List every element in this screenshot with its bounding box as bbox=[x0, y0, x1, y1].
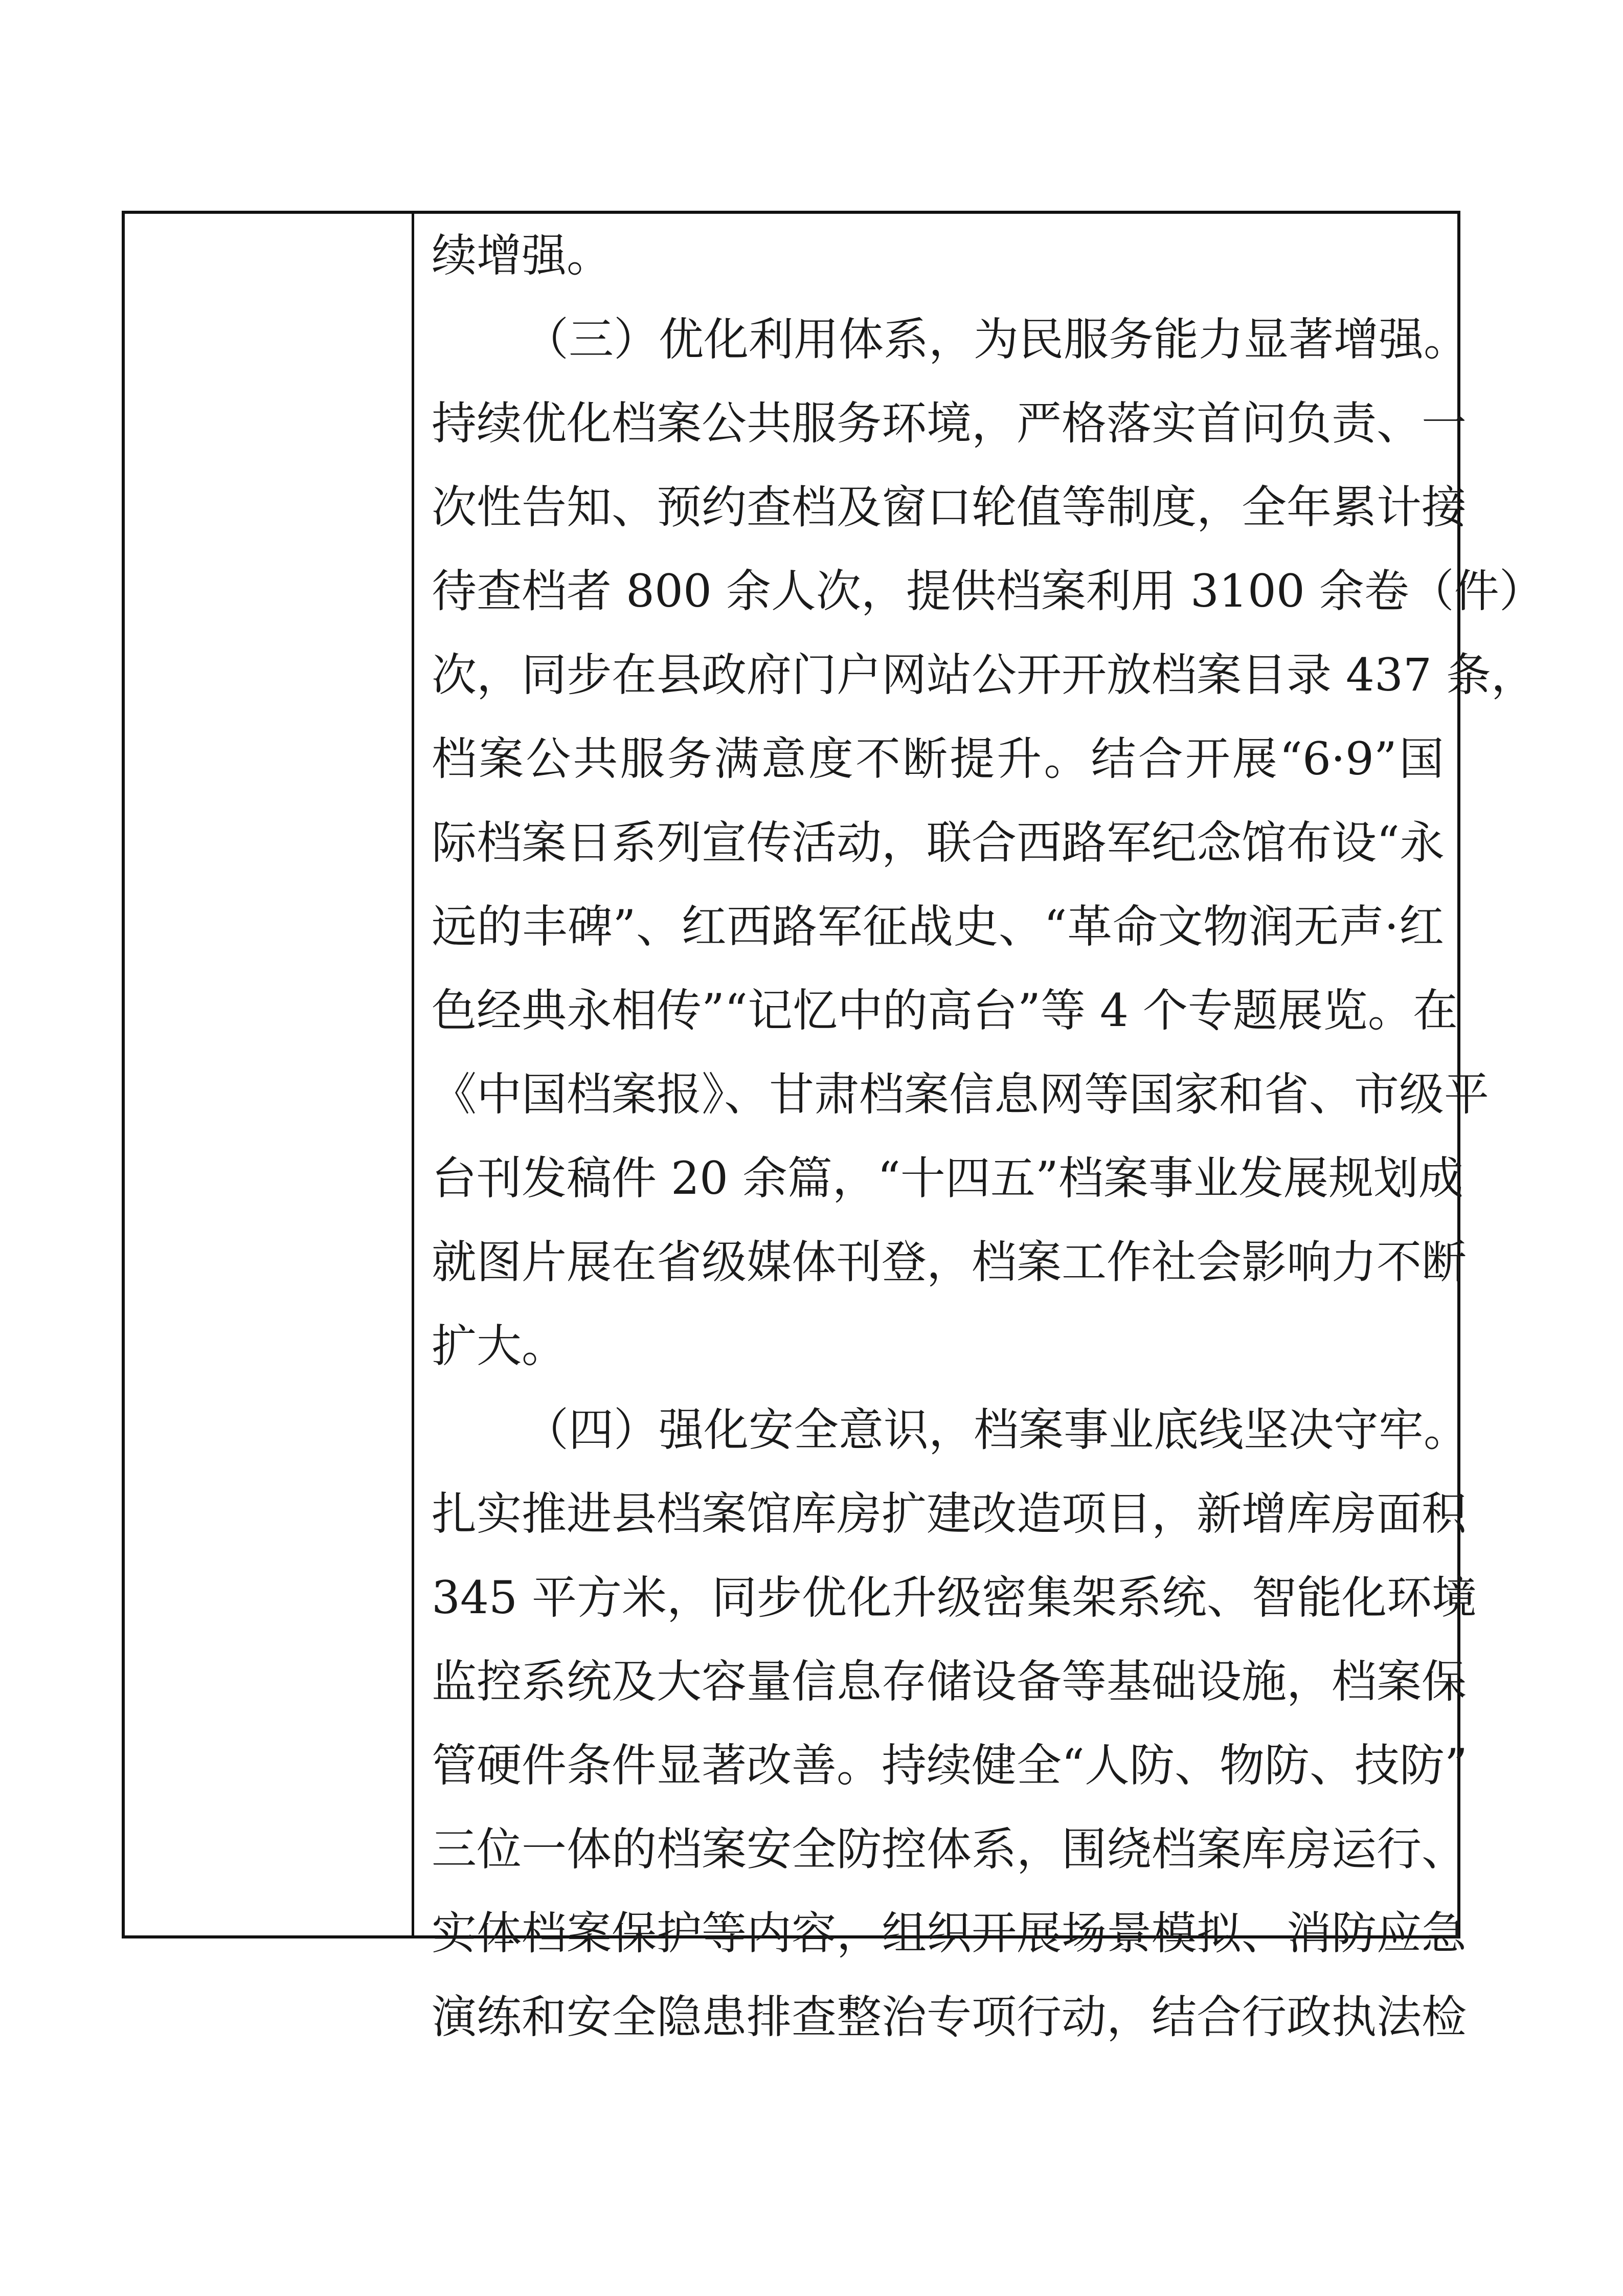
text-line: 监控系统及大容量信息存储设备等基础设施，档案保 bbox=[432, 1655, 1467, 1708]
column-divider bbox=[412, 214, 414, 1935]
form-table bbox=[122, 211, 1544, 2043]
text-line: 色经典永相传”“记忆中的高台”等 4 个专题展览。在 bbox=[432, 984, 1458, 1037]
text-line: 345 平方米，同步优化升级密集架系统、智能化环境 bbox=[432, 1571, 1477, 1624]
text-line: 际档案日系列宣传活动，联合西路军纪念馆布设“永 bbox=[432, 816, 1445, 869]
text-line: 续增强。 bbox=[432, 229, 612, 282]
text-line: 台刊发稿件 20 余篇，“十四五”档案事业发展规划成 bbox=[432, 1152, 1463, 1205]
text-line: 扩大。 bbox=[432, 1320, 567, 1372]
text-line: 《中国档案报》、甘肃档案信息网等国家和省、市级平 bbox=[432, 1068, 1490, 1121]
text-line: 次性告知、预约查档及窗口轮值等制度，全年累计接 bbox=[432, 481, 1467, 533]
text-line: 演练和安全隐患排查整治专项行动，结合行政执法检 bbox=[432, 1991, 1467, 2043]
content-cell bbox=[432, 214, 1544, 2043]
text-line: 档案公共服务满意度不断提升。结合开展“6·9”国 bbox=[432, 732, 1444, 785]
text-line: 待查档者 800 余人次，提供档案利用 3100 余卷（件） bbox=[432, 565, 1544, 617]
text-line: 远的丰碑”、红西路军征战史、“革命文物润无声·红 bbox=[432, 900, 1444, 953]
section-heading-4: （四）强化安全意识，档案事业底线坚决守牢。 bbox=[524, 1403, 1469, 1456]
text-line: 就图片展在省级媒体刊登，档案工作社会影响力不断 bbox=[432, 1236, 1467, 1288]
left-label-cell bbox=[125, 214, 412, 1935]
text-line: 持续优化档案公共服务环境，严格落实首问负责、一 bbox=[432, 397, 1467, 450]
text-line: 扎实推进县档案馆库房扩建改造项目，新增库房面积 bbox=[432, 1487, 1467, 1540]
text-line: 次，同步在县政府门户网站公开开放档案目录 437 条， bbox=[432, 649, 1536, 701]
text-line: 三位一体的档案安全防控体系，围绕档案库房运行、 bbox=[432, 1823, 1467, 1876]
text-line: 实体档案保护等内容，组织开展场景模拟、消防应急 bbox=[432, 1907, 1467, 1959]
section-heading-3: （三）优化利用体系，为民服务能力显著增强。 bbox=[524, 313, 1469, 366]
text-line: 管硬件条件显著改善。持续健全“人防、物防、技防” bbox=[432, 1739, 1468, 1792]
